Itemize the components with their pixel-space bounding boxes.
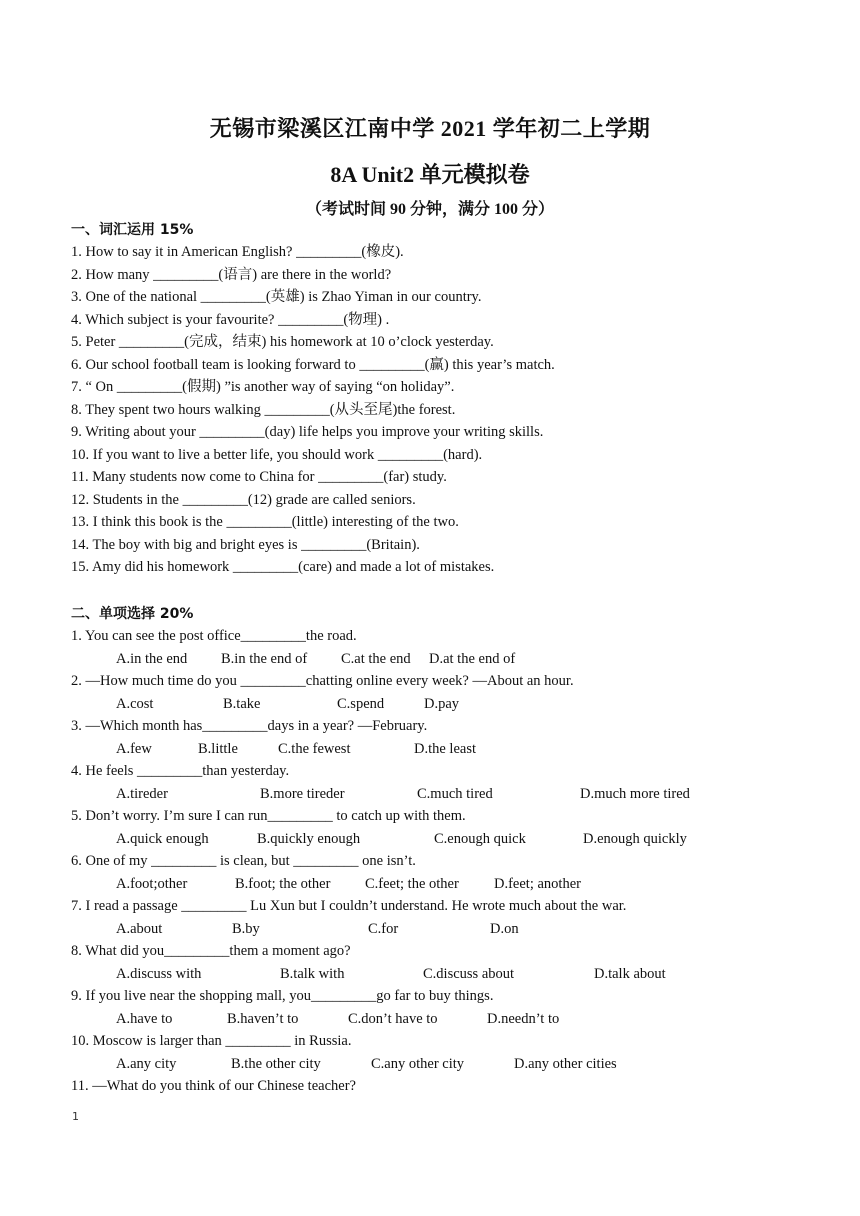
- answer-option: A.any city: [116, 1055, 177, 1072]
- answer-option: D.needn’t to: [487, 1010, 560, 1027]
- question-stem: 9. If you live near the shopping mall, you_________go far to buy things.: [71, 988, 494, 1004]
- answer-option: A.foot;other: [116, 875, 188, 892]
- answer-option: C.enough quick: [434, 830, 526, 847]
- answer-option: B.the other city: [231, 1055, 321, 1072]
- answer-option: B.by: [232, 920, 260, 937]
- exam-info: （考试时间 90 分钟，满分 100 分）: [305, 201, 554, 218]
- answer-option: A.quick enough: [116, 830, 209, 847]
- answer-option: C.for: [368, 920, 399, 937]
- answer-options: [71, 918, 791, 941]
- answer-option: D.enough quickly: [583, 830, 687, 847]
- question-stem: 5. Don’t worry. I’m sure I can run_________ to catch up with them.: [71, 808, 466, 824]
- vocabulary-item: 10. If you want to live a better life, you should work _________(hard).: [71, 446, 483, 463]
- answer-options: [71, 1053, 791, 1076]
- vocabulary-item: 14. The boy with big and bright eyes is _________(Britain).: [71, 536, 420, 553]
- question-stem: 2. —How much time do you _________chatting online every week? —About an hour.: [71, 673, 574, 689]
- answer-option: A.tireder: [116, 785, 168, 802]
- section-heading-vocabulary: 一、词汇运用 15%: [71, 222, 194, 238]
- answer-option: B.take: [223, 695, 261, 712]
- answer-options: [71, 783, 791, 806]
- vocabulary-item: 2. How many _________(语言) are there in the world?: [71, 266, 392, 283]
- answer-option: B.little: [198, 740, 238, 757]
- answer-option: B.haven’t to: [227, 1010, 299, 1027]
- answer-option: D.any other cities: [514, 1055, 617, 1072]
- question-stem: 8. What did you_________them a moment ago?: [71, 943, 351, 959]
- vocabulary-item: 3. One of the national _________(英雄) is Zhao Yiman in our country.: [71, 289, 482, 305]
- document-title: 无锡市梁溪区江南中学 2021 学年初二上学期: [209, 116, 651, 141]
- question-stem: 6. One of my _________ is clean, but _________ one isn’t.: [71, 853, 416, 869]
- answer-option: A.have to: [116, 1010, 173, 1027]
- answer-option: D.the least: [414, 740, 477, 757]
- question-stem: 10. Moscow is larger than _________ in Russia.: [71, 1033, 352, 1049]
- answer-options: [71, 1008, 791, 1031]
- vocabulary-item: 7. “ On _________(假期) ”is another way of saying “on holiday”.: [71, 379, 455, 395]
- answer-option: B.talk with: [280, 965, 345, 982]
- answer-option: D.on: [490, 920, 519, 937]
- answer-option: C.any other city: [371, 1055, 465, 1072]
- page-number: 1: [72, 1110, 79, 1123]
- vocabulary-item: 6. Our school football team is looking forward to _________(赢) this year’s match.: [71, 356, 555, 373]
- answer-option: D.feet; another: [494, 875, 581, 892]
- vocabulary-item: 15. Amy did his homework _________(care) and made a lot of mistakes.: [71, 559, 495, 575]
- answer-option: D.pay: [424, 695, 460, 712]
- vocabulary-item: 12. Students in the _________(12) grade are called seniors.: [71, 491, 416, 508]
- question-stem: 7. I read a passage _________ Lu Xun but I couldn’t understand. He wrote much about the war.: [71, 898, 627, 914]
- vocabulary-item: 9. Writing about your _________(day) life helps you improve your writing skills.: [71, 424, 544, 440]
- answer-option: B.more tireder: [260, 785, 345, 802]
- answer-option: C.at the end: [341, 650, 411, 667]
- answer-option: B.foot; the other: [235, 875, 331, 892]
- answer-option: C.feet; the other: [365, 875, 459, 892]
- answer-option: C.much tired: [417, 785, 493, 802]
- answer-option: C.the fewest: [278, 740, 351, 757]
- vocabulary-item: 5. Peter _________(完成，结束) his homework at 10 o’clock yesterday.: [71, 334, 494, 350]
- vocabulary-item: 13. I think this book is the _________(little) interesting of the two.: [71, 514, 459, 530]
- answer-option: A.few: [116, 740, 152, 757]
- vocabulary-item: 4. Which subject is your favourite? _________(物理) .: [71, 311, 390, 328]
- answer-option: A.about: [116, 920, 163, 937]
- answer-options: [71, 873, 791, 896]
- document-subtitle-unit: 8A Unit2 单元模拟卷: [330, 162, 530, 187]
- multiple-choice-list: [71, 625, 791, 1098]
- answer-option: D.much more tired: [580, 785, 690, 802]
- section-heading-multiple-choice: 二、单项选择 20%: [71, 606, 194, 622]
- question-stem: 11. —What do you think of our Chinese teacher?: [71, 1078, 356, 1094]
- vocabulary-list: [71, 241, 791, 579]
- answer-option: C.don’t have to: [348, 1010, 438, 1027]
- answer-options: [71, 693, 791, 716]
- vocabulary-item: 11. Many students now come to China for _________(far) study.: [71, 469, 447, 485]
- answer-options: [71, 648, 791, 671]
- answer-option: D.talk about: [594, 965, 666, 982]
- answer-option: A.cost: [116, 695, 154, 712]
- answer-option: A.discuss with: [116, 965, 202, 982]
- answer-option: D.at the end of: [429, 650, 516, 667]
- answer-options: [71, 738, 791, 761]
- vocabulary-item: 1. How to say it in American English? _________(橡皮).: [71, 244, 404, 260]
- answer-options: [71, 963, 791, 986]
- answer-option: A.in the end: [116, 650, 188, 667]
- answer-option: C.spend: [337, 695, 385, 712]
- question-stem: 1. You can see the post office_________the road.: [71, 628, 357, 644]
- question-stem: 4. He feels _________than yesterday.: [71, 763, 290, 779]
- answer-options: [71, 828, 791, 851]
- question-stem: 3. —Which month has_________days in a year? —February.: [71, 718, 428, 734]
- answer-option: B.quickly enough: [257, 830, 361, 847]
- answer-option: C.discuss about: [423, 965, 515, 982]
- vocabulary-item: 8. They spent two hours walking _________(从头至尾)the forest.: [71, 401, 456, 418]
- answer-option: B.in the end of: [221, 650, 308, 667]
